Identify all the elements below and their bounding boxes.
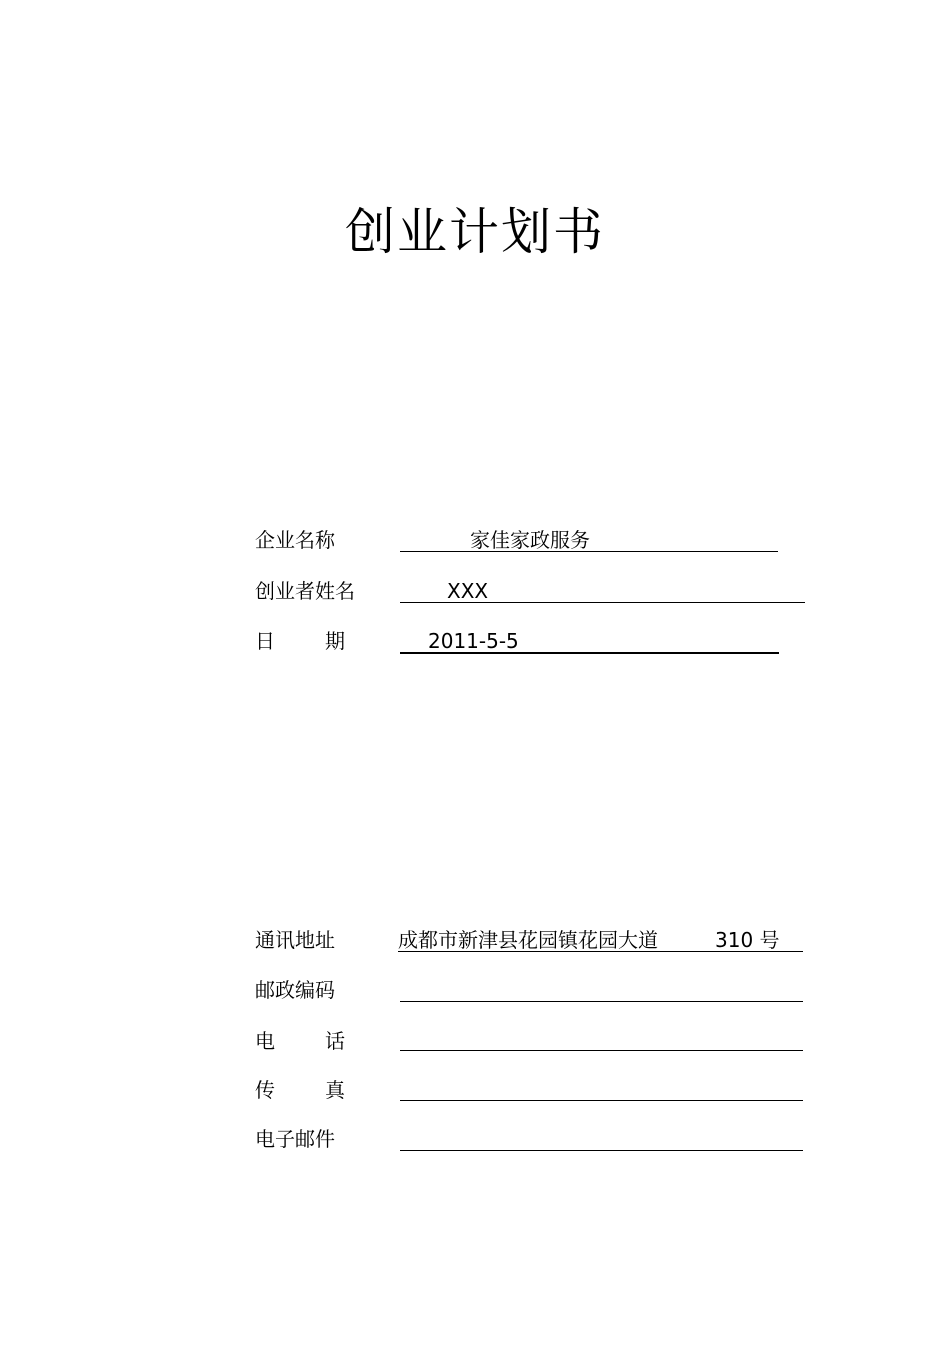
company-name-underline: [400, 551, 778, 552]
phone-label-first: 电: [255, 1029, 275, 1053]
company-name-label: 企业名称: [255, 528, 335, 552]
postcode-label: 邮政编码: [255, 978, 335, 1002]
address-value: 成都市新津县花园镇花园大道: [398, 928, 658, 952]
address-row: [255, 925, 815, 955]
company-name-value: 家佳家政服务: [470, 528, 590, 552]
phone-underline: [400, 1050, 803, 1051]
fax-label: [255, 1075, 375, 1105]
postcode-underline: [400, 1001, 803, 1002]
address-label: 通讯地址: [255, 928, 335, 952]
document-title: 创业计划书: [345, 203, 605, 261]
founder-name-label: 创业者姓名: [255, 579, 355, 603]
date-row: [255, 626, 815, 656]
company-name-row: [255, 525, 815, 555]
date-value: 2011-5-5: [428, 629, 519, 653]
address-underline: [398, 951, 803, 952]
date-label-first: 日: [255, 629, 275, 653]
date-underline: [400, 652, 779, 654]
founder-name-row: [255, 576, 815, 606]
founder-name-value: XXX: [447, 579, 489, 603]
fax-label-first: 传: [255, 1078, 275, 1102]
date-label: [255, 626, 375, 656]
phone-row: [255, 1026, 815, 1056]
fax-underline: [400, 1100, 803, 1101]
email-underline: [400, 1150, 803, 1151]
postcode-row: [255, 975, 815, 1005]
founder-name-underline: [400, 602, 805, 603]
phone-label-second: 话: [325, 1029, 345, 1053]
fax-row: [255, 1075, 815, 1105]
fax-label-second: 真: [325, 1078, 345, 1102]
date-label-second: 期: [325, 629, 345, 653]
address-number: 310 号: [715, 928, 780, 952]
email-row: [255, 1124, 815, 1154]
email-label: 电子邮件: [255, 1127, 335, 1151]
phone-label: [255, 1026, 375, 1056]
